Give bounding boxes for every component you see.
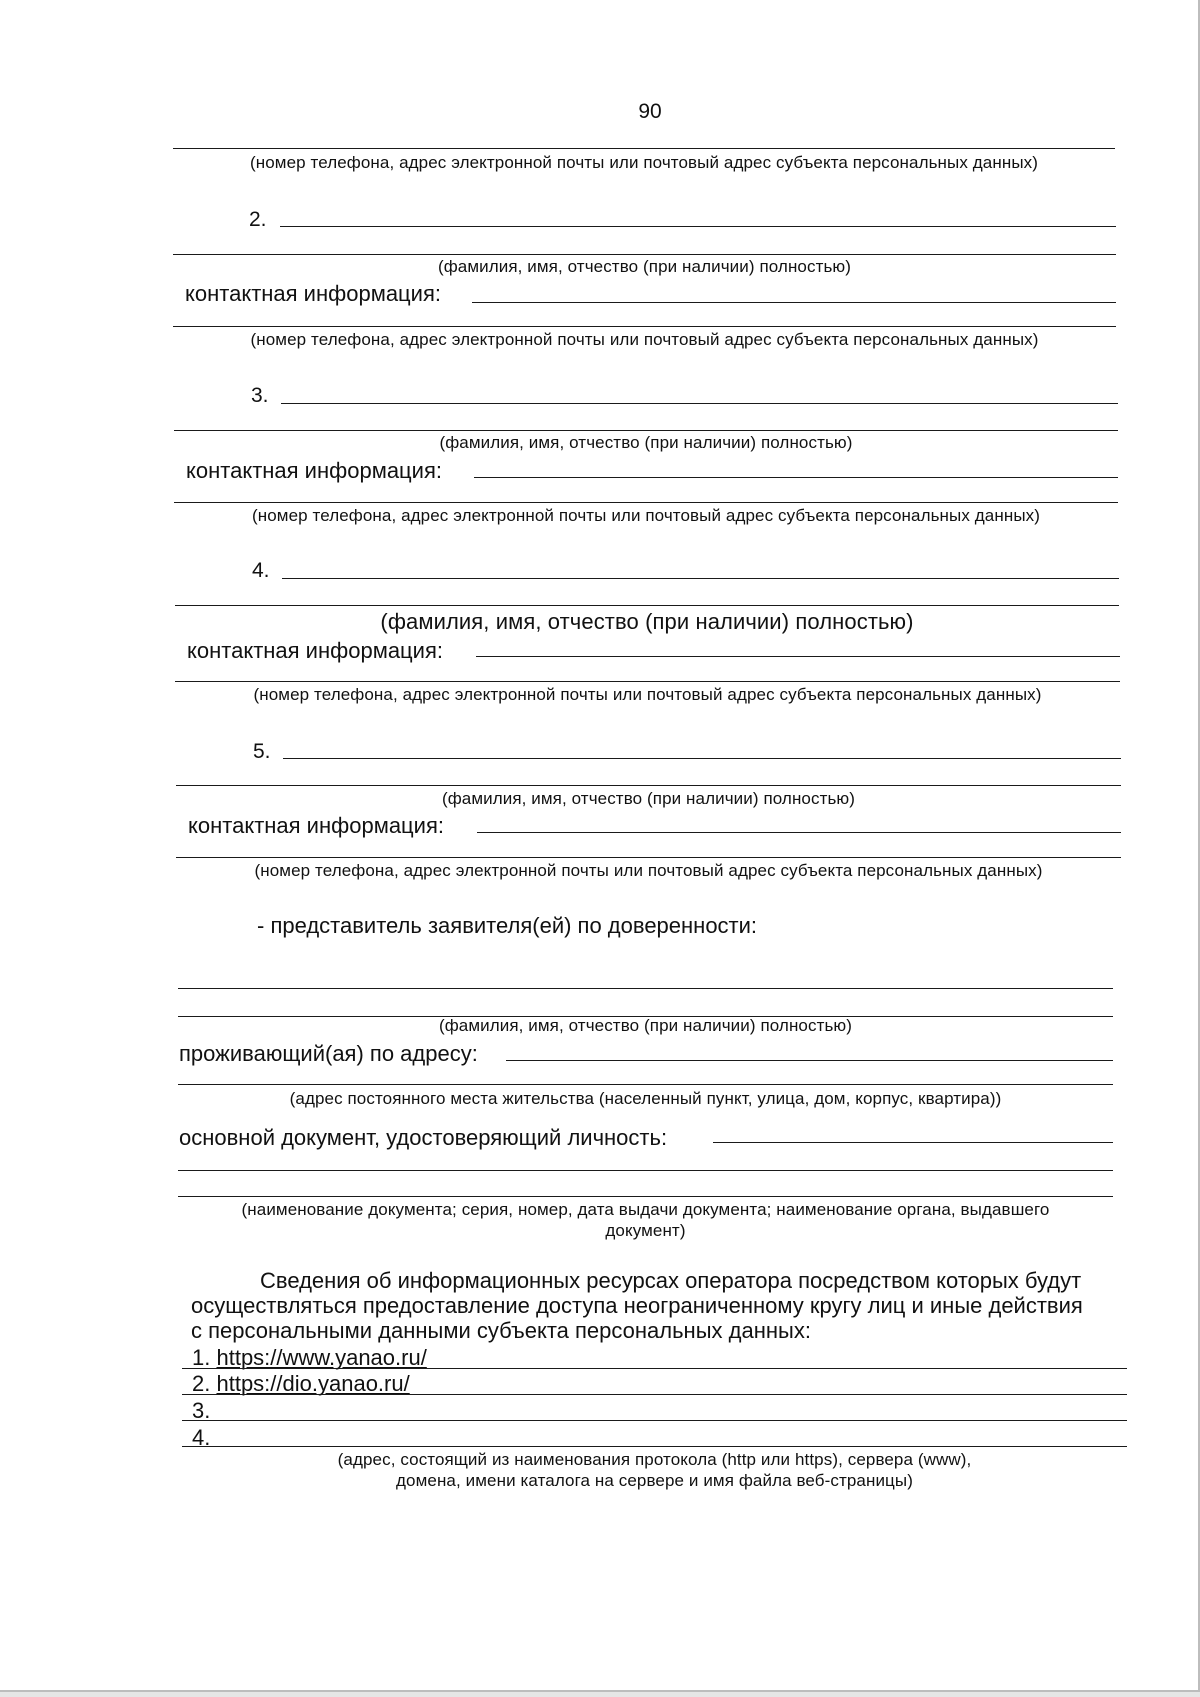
fio-field[interactable]: [283, 758, 1121, 759]
url-caption-line2: домена, имени каталога на сервере и имя файла веб-страницы): [396, 1471, 913, 1490]
fio-field-continuation[interactable]: [175, 605, 1119, 606]
fio-field[interactable]: [282, 578, 1119, 579]
fio-caption: (фамилия, имя, отчество (при наличии) полностью): [380, 609, 914, 634]
contact-info-field-continuation[interactable]: [174, 502, 1118, 503]
fio-field-continuation[interactable]: [176, 785, 1121, 786]
url-caption-line1: (адрес, состоящий из наименования протокола (http или https), сервера (www),: [337, 1450, 972, 1469]
contact-caption: (номер телефона, адрес электронной почты или почтовый адрес субъекта персональных данных): [249, 153, 1039, 172]
info-resources-paragraph-line2: осуществляться предоставление доступа неограниченному кругу лиц и иные действия: [191, 1293, 1083, 1318]
contact-caption: (номер телефона, адрес электронной почты или почтовый адрес субъекта персональных данных): [250, 330, 1039, 349]
contact-info-field[interactable]: [472, 302, 1116, 303]
entry-number: 4.: [252, 559, 270, 582]
document-field-line-2[interactable]: [178, 1170, 1113, 1171]
contact-info-field-continuation[interactable]: [175, 681, 1120, 682]
resource-item-number: 3.: [192, 1398, 211, 1423]
entry-number: 2.: [249, 208, 267, 231]
entry-number: 5.: [253, 740, 271, 763]
contact-info-field-continuation[interactable]: [173, 326, 1116, 327]
resource-line[interactable]: [182, 1420, 1127, 1421]
contact-info-field[interactable]: [477, 832, 1121, 833]
fio-field-continuation[interactable]: [173, 254, 1116, 255]
page-number: 90: [638, 100, 662, 123]
resource-line[interactable]: [182, 1446, 1127, 1447]
address-field-continuation[interactable]: [178, 1084, 1113, 1085]
fio-caption: (фамилия, имя, отчество (при наличии) полностью): [437, 257, 852, 276]
resource-line: [182, 1368, 1127, 1369]
document-field-line-3[interactable]: [178, 1196, 1113, 1197]
contact-line: [173, 148, 1115, 149]
main-document-label: основной документ, удостоверяющий личность:: [179, 1125, 668, 1150]
info-resources-paragraph-line3: с персональными данными субъекта персональных данных:: [191, 1318, 811, 1343]
contact-info-field[interactable]: [474, 477, 1118, 478]
resource-item-number: 1.: [192, 1345, 211, 1370]
fio-field-continuation[interactable]: [174, 430, 1118, 431]
document-caption-line2: документ): [605, 1221, 686, 1240]
address-field[interactable]: [506, 1060, 1113, 1061]
contact-info-label: контактная информация:: [186, 458, 442, 483]
representative-fio-field[interactable]: [178, 988, 1113, 989]
residing-label: проживающий(ая) по адресу:: [179, 1041, 478, 1066]
contact-info-label: контактная информация:: [185, 281, 441, 306]
resource-line: [182, 1394, 1127, 1395]
contact-info-field[interactable]: [476, 656, 1120, 657]
document-field[interactable]: [713, 1142, 1113, 1143]
fio-caption: (фамилия, имя, отчество (при наличии) полностью): [438, 1016, 853, 1035]
representative-label: - представитель заявителя(ей) по доверенности:: [257, 913, 758, 938]
contact-info-label: контактная информация:: [188, 813, 444, 838]
address-caption: (адрес постоянного места жительства (населенный пункт, улица, дом, корпус, квартира)): [289, 1089, 1002, 1108]
info-resources-paragraph-line1: Сведения об информационных ресурсах оператора посредством которых будут: [260, 1268, 1082, 1293]
contact-caption: (номер телефона, адрес электронной почты или почтовый адрес субъекта персональных данных): [254, 861, 1043, 880]
document-caption-line1: (наименование документа; серия, номер, дата выдачи документа; наименование органа, выдавшего: [241, 1200, 1050, 1219]
resource-link[interactable]: https://www.yanao.ru/: [216, 1345, 427, 1370]
contact-caption: (номер телефона, адрес электронной почты или почтовый адрес субъекта персональных данных): [253, 685, 1042, 704]
fio-field[interactable]: [281, 403, 1118, 404]
resource-item-number: 4.: [192, 1425, 211, 1450]
fio-field[interactable]: [280, 226, 1116, 227]
contact-info-label: контактная информация:: [187, 638, 443, 663]
contact-caption: (номер телефона, адрес электронной почты или почтовый адрес субъекта персональных данных): [251, 506, 1041, 525]
fio-caption: (фамилия, имя, отчество (при наличии) полностью): [441, 789, 856, 808]
fio-caption: (фамилия, имя, отчество (при наличии) полностью): [439, 433, 853, 452]
contact-info-field-continuation[interactable]: [176, 857, 1121, 858]
resource-link[interactable]: https://dio.yanao.ru/: [216, 1371, 410, 1396]
entry-number: 3.: [251, 384, 269, 407]
resource-item: [192, 1425, 210, 1451]
resource-item-number: 2.: [192, 1371, 211, 1396]
